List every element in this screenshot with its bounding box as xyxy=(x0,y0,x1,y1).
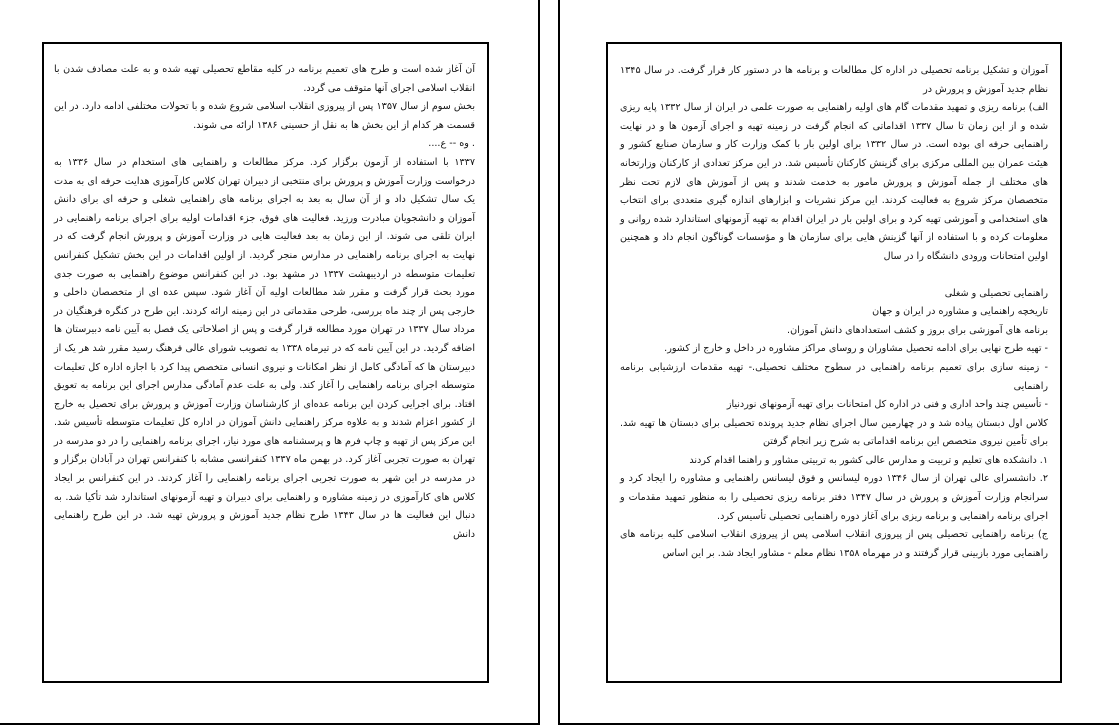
left-text-frame xyxy=(42,42,489,683)
right-text-frame xyxy=(606,42,1062,683)
right-line-6: - تأسیس چند واحد اداری و فنی در اداره کل امتحانات برای تهیه آزمونهای نوردنیاز xyxy=(726,399,1048,411)
section-gap xyxy=(620,267,1048,285)
right-line-8: ۱. دانشکده های تعلیم و تربیت و مدارس عالی کشور به تربیتی مشاور و راهنما اقدام کردند xyxy=(689,454,1048,466)
right-line-4: - تهیه طرح نهایی برای ادامه تحصیل مشاوران و روسای مراکز مشاوره در داخل و خارج از کشور. xyxy=(664,343,1048,355)
left-paragraph-1: آن آغاز شده است و طرح های تعمیم برنامه در کلیه مقاطع تحصیلی تهیه شده و به علت مصادف شدن با انقلاب اسلامی اجرای آنها متوقف می گردد. xyxy=(54,64,475,94)
left-paragraph-4: ۱۳۳۷ با استفاده از آزمون برگزار کرد. مرکز مطالعات و راهنمایی های استخدام در سال ۱۳۳۶ به درخواست وزارت آموزش و پرورش برای منتخبی از دبیران تهران کلاس کارآموزی هدایت حرفه ای به مدت یک سال تشکیل داد و از آن سال به بعد به اجرای برنامه های راهنمایی شغلی و حرفه ای برای دانش آموزان و دانشجویان مبادرت ورزید. فعالیت های فوق، جزء اقدامات اولیه برای اجرای برنامه راهنمایی در ایران تلقی می شوند. از این زمان به بعد فعالیت هایی در وزارت آموزش و پرورش انجام گرفت که در نهایت به اجرای برنامه راهنمایی در مدارس منجر گردید. از اولین اقدامات در این بخش تشکیل کنفرانس تعلیمات متوسطه در اردیبهشت ۱۳۳۷ در مشهد بود. در این کنفرانس موضوع راهنمایی به صورت جدی مورد بحث قرار گرفت و مقرر شد مطالعات اولیه آن آغاز شود. سپس عده ای از متخصصان داخلی و خارجی پس از چند ماه بررسی، طرحی مقدماتی در این زمینه ارائه کردند. این طرح در کنگره فرهنگیان در مرداد سال ۱۳۳۷ در تهران مورد مطالعه قرار گرفت و پس از اصلاحاتی یک فصل به آیین نامه دبیرستان ها اضافه گردید. در این آیین نامه که در تیرماه ۱۳۳۸ به تصویب شورای عالی فرهنگ رسید مقرر شد هر یک از دبیرستان ها که آمادگی کامل از نظر امکانات و نیروی انسانی متخصص پیدا کرد با اجازه اداره کل تعلیمات متوسطه اجرای برنامه راهنمایی را آغاز کند. ولی به علت عدم آمادگی مدارس اجرای این برنامه به تعویق افتاد. برای اجرایی کردن این برنامه عده‌ای از کارشناسان وزارت آموزش و پرورش برای تحصیل به خارج از کشور اعزام شدند و به علاوه مرکز راهنمایی دانش آموزان در اداره کل تعلیمات متوسطه تأسیس شد. این مرکز پس از تهیه و چاپ فرم ها و پرسشنامه های مورد نیاز، اجرای برنامه راهنمایی را در دو مدرسه در تهران به صورت تجربی آغاز کرد. در بهمن ماه ۱۳۳۷ کنفرانسی مشابه با کنفرانس تهران در آبادان برگزار و در مدرسه در این شهر به صورت تجربی اجرای برنامه راهنمایی را آغاز کردند. در این کنفرانس بر ایجاد کلاس های کارآموزی در زمینه مشاوره و راهنمایی برای دبیران و تهیه آزمونهای استاندارد شد تأکیا شد. به دنبال این فعالیت ها در سال ۱۳۴۳ طرح نظام جدید آموزش و پرورش تهیه شد. در این طرح راهنمایی دانش xyxy=(54,156,475,540)
left-paragraph-2: بخش سوم از سال ۱۳۵۷ پس از پیروزی انقلاب اسلامی شروع شده و با تحولات مختلفی ادامه دارد. در این قسمت هر کدام از این بخش ها به نقل از حسینی ۱۳۸۶ ارائه می شوند. xyxy=(54,101,475,131)
section-subheading: تاریخچه راهنمایی و مشاوره در ایران و جهان xyxy=(872,306,1048,318)
left-paragraph-3: . وه -- ع.... xyxy=(428,138,475,150)
right-paragraph-2: الف) برنامه ریزی و تمهید مقدمات گام های اولیه راهنمایی به صورت علمی در ایران از سال ۱۳۳۲ پایه ریزی شده و از این زمان تا سال ۱۳۳۷ اقداماتی که انجام گرفت در زمینه تهیه و اجرای آزمون ها و در نهایت راهنمایی حرفه ای بوده است. در سال ۱۳۳۲ برای اولین بار با کمک وزارت کار و سازمان صنایع کشور و هیئت عمران بین المللی مرکزی برای گزینش کارکنان تأسیس شد. در این مرکز تعدادی از کارکنان وزارتخانه های مختلف از جمله آموزش و پرورش مامور به خدمت شدند و پس از آموزش های لازم تحت نظر متخصصان مرکز شروع به فعالیت کردند. این مرکز نشریات و ابزارهای اندازه گیری متعددی برای انتخاب های استخدامی و آموزشی تهیه کرد و برای اولین بار در ایران اقدام به تهیه آزمونهای استاندارد شده روانی و معلومات کرده و با استفاده از آنها گزینش هایی برای سازمان ها و مؤسسات گوناگون انجام داد و همچنین اولین امتحانات ورودی دانشگاه را در سال xyxy=(620,102,1048,262)
right-paragraph-1: آموزان و تشکیل برنامه تحصیلی در اداره کل مطالعات و برنامه ها در دستور کار قرار گرفت. در سال ۱۳۴۵ نظام جدید آموزش و پرورش در xyxy=(620,65,1048,95)
right-page xyxy=(558,0,1119,725)
right-line-7: کلاس اول دبستان پیاده شد و در چهارمین سال اجرای نظام جدید پرونده تحصیلی برای دبستان ها تهیه شد. برای تأمین نیروی متخصص این برنامه اقداماتی به شرح زیر انجام گرفتن xyxy=(620,417,1048,448)
right-line-10: ج) برنامه راهنمایی تحصیلی پس از پیروزی انقلاب اسلامی پس از پیروزی انقلاب اسلامی کلیه برنامه های راهنمایی مورد بازبینی قرار گرفتند و در مهرماه ۱۳۵۸ نظام معلم - مشاور ایجاد شد. بر این اساس xyxy=(620,529,1048,559)
left-text-body xyxy=(54,61,475,544)
section-heading: راهنمایی تحصیلی و شغلی xyxy=(944,287,1048,299)
left-page xyxy=(0,0,540,725)
right-text-body xyxy=(620,62,1048,563)
right-line-3: برنامه های آموزشی برای بروز و کشف استعدادهای دانش آموزان. xyxy=(787,324,1048,336)
right-line-9: ۲. دانشسرای عالی تهران از سال ۱۳۴۶ دوره لیسانس و فوق لیسانس راهنمایی و مشاوره را ایجاد کرد و سرانجام وزارت آموزش و پرورش در سال ۱۳۴۷ دفتر برنامه ریزی تحصیلی را به منظور تمهید مقدمات و اجرای برنامه راهنمایی و برنامه ریزی برای آغاز دوره راهنمایی تحصیلی تأسیس کرد. xyxy=(620,473,1049,522)
right-line-5: - زمینه سازی برای تعمیم برنامه راهنمایی در سطوح مختلف تحصیلی.- تهیه مقدمات ارزشیابی برنامه راهنمایی xyxy=(620,361,1048,392)
